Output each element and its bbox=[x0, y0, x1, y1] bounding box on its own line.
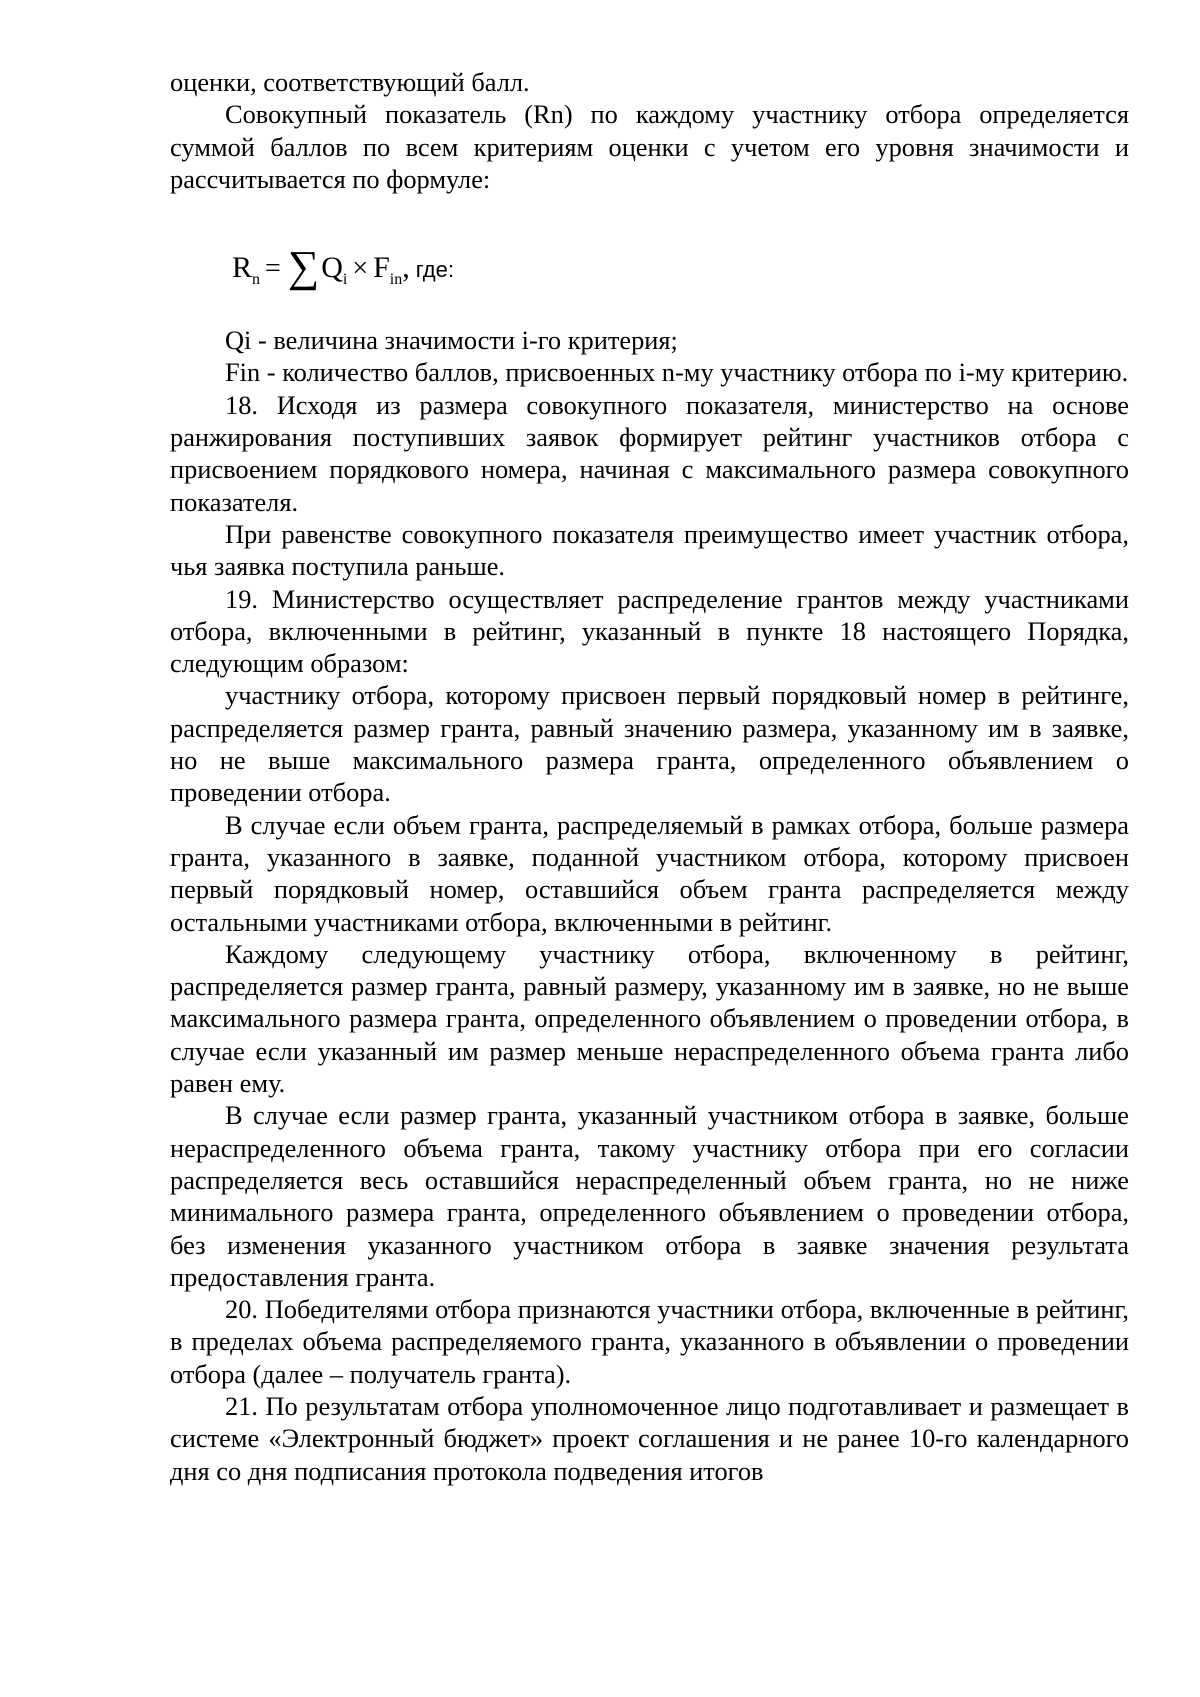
formula-lhs: R bbox=[232, 251, 253, 285]
definition-qi: Qi - величина значимости i-го критерия; bbox=[225, 325, 678, 356]
paragraph-tie: При равенстве совокупного показателя преимущество имеет участник отбора, чья заявка поступила раньше. bbox=[170, 518, 1129, 582]
paragraph-21: 21. По результатам отбора уполномоченное лицо подготавливает и размещает в системе «Электронный бюджет» проект соглашения и не ранее 10-го календарного дня со дня подписания протокола подведения итогов bbox=[170, 1390, 1129, 1486]
formula-q: Q bbox=[321, 251, 343, 285]
paragraph-19: 19. Министерство осуществляет распределение грантов между участниками отбора, включенными в рейтинг, указанный в пункте 18 настоящего Порядка, следующим образом: bbox=[170, 583, 1129, 679]
paragraph-20: 20. Победителями отбора признаются участники отбора, включенные в рейтинг, в пределах объема распределяемого гранта, указанного в объявлении о проведении отбора (далее – получатель гранта). bbox=[170, 1294, 1129, 1389]
formula-sigma: ∑ bbox=[287, 242, 320, 292]
score-formula bbox=[232, 237, 454, 292]
formula-times: × bbox=[352, 253, 369, 285]
formula-block bbox=[170, 195, 1129, 324]
paragraph-remaining-volume: В случае если объем гранта, распределяемый в рамках отбора, больше размера гранта, указанного в заявке, поданной участником отбора, которому присвоен первый порядковый номер, оставшийся объем гранта распределяется между остальными участниками отбора, включенными в рейтинг. bbox=[170, 809, 1129, 937]
formula-where: где: bbox=[415, 257, 454, 283]
paragraph-exceeds: В случае если размер гранта, указанный участником отбора в заявке, больше нераспределенного объема гранта, такому участнику отбора при его согласии распределяется весь оставшийся нераспределенный объем гранта, но не ниже минимального размера гранта, определенного объявлением о проведении отбора, без изменения указанного участником отбора в заявке значения результата предоставления гранта. bbox=[170, 1100, 1129, 1292]
formula-f-sub: in bbox=[389, 271, 403, 289]
formula-lhs-sub: n bbox=[252, 271, 261, 289]
paragraph-continuation: оценки, соответствующий балл. bbox=[170, 67, 530, 97]
paragraph-next-participant: Каждому следующему участнику отбора, включенному в рейтинг, распределяется размер гранта, равный размеру, указанному им в заявке, но не выше максимального размера гранта, определенного объявлением о проведении отбора, в случае если указанный им размер меньше нераспределенного объема гранта либо равен ему. bbox=[170, 938, 1129, 1099]
formula-q-sub: i bbox=[342, 271, 348, 289]
paragraph-18: 18. Исходя из размера совокупного показателя, министерство на основе ранжирования поступивших заявок формирует рейтинг участников отбора с присвоением порядкового номера, начиная с максимального размера совокупного показателя. bbox=[170, 389, 1129, 517]
formula-comma: , bbox=[402, 251, 410, 285]
formula-f: F bbox=[373, 251, 390, 285]
paragraph-total-score: Совокупный показатель (Rn) по каждому участнику отбора определяется суммой баллов по всем критериям оценки с учетом его уровня значимости и рассчитывается по формуле: bbox=[170, 99, 1129, 194]
paragraph-first-place: участнику отбора, которому присвоен первый порядковый номер в рейтинге, распределяется размер гранта, равный значению размера, указанному им в заявке, но не выше максимального размера гранта, определенного объявлением о проведении отбора. bbox=[170, 680, 1129, 808]
formula-equals: = bbox=[265, 253, 281, 285]
definition-fin: Fin - количество баллов, присвоенных n-му участнику отбора по i-му критерию. bbox=[225, 357, 1129, 388]
